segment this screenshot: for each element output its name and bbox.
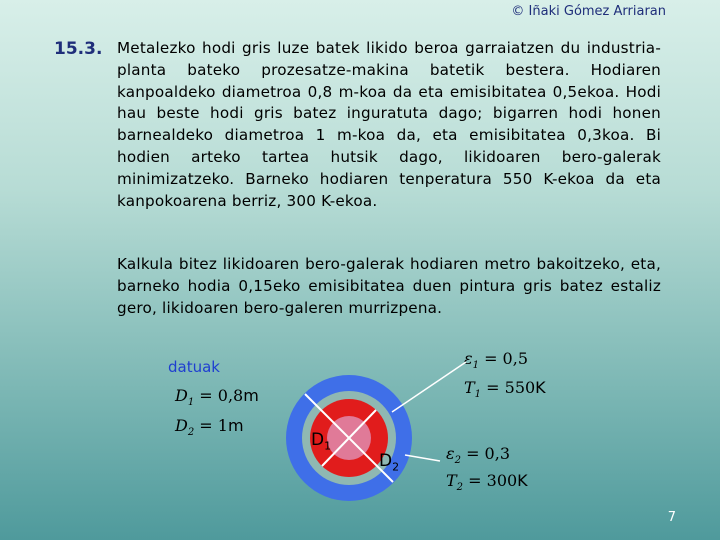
page-number: 7 <box>667 510 676 525</box>
eq-d2: $D_2 = 1m$ <box>175 416 244 439</box>
problem-number: 15.3. <box>54 39 103 59</box>
eq-e1: $\varepsilon_1 = 0,5$ <box>464 349 528 372</box>
d2-diagram-label: $D_2$ <box>379 451 400 474</box>
leader-line-2 <box>405 455 440 461</box>
problem-paragraph-1: Metalezko hodi gris luze batek likido beroa garraiatzen du industria-planta bateko prozesatze-makina batetik bestera. Hodiaren kanpoaldeko diametroa 0,8 m-koa da eta emisibitatea 0,5ekoa. Hodi hau beste hodi gris batez inguratuta dago; bigarren hodi honen barnealdeko diametroa 1 m-koa da, eta emisibitatea 0,3koa. Bi hodien arteko tartea hutsik dago, likidoaren bero-galerak minimizatzeko. Barneko hodiaren tenperatura 550 K-ekoa da eta kanpokoarena berriz, 300 K-ekoa. <box>117 39 661 210</box>
leader-line-1 <box>392 362 466 412</box>
d1-diagram-label: $D_1$ <box>311 430 332 453</box>
eq-t1: $T_1 = 550K$ <box>464 378 546 401</box>
eq-e2: $\varepsilon_2 = 0,3$ <box>446 444 510 467</box>
problem-paragraph-2: Kalkula bitez likidoaren bero-galerak hodiaren metro bakoitzeko, eta, barneko hodia 0,15eko emisibitatea duen pintura gris batez estaliz gero, likidoaren bero-galeren murrizpena. <box>117 255 661 317</box>
datuak-label: datuak <box>168 358 220 376</box>
eq-t2: $T_2 = 300K$ <box>446 471 528 494</box>
copyright: © Iñaki Gómez Arriaran <box>511 4 666 19</box>
eq-d1: $D_1 = 0,8m$ <box>175 386 259 409</box>
